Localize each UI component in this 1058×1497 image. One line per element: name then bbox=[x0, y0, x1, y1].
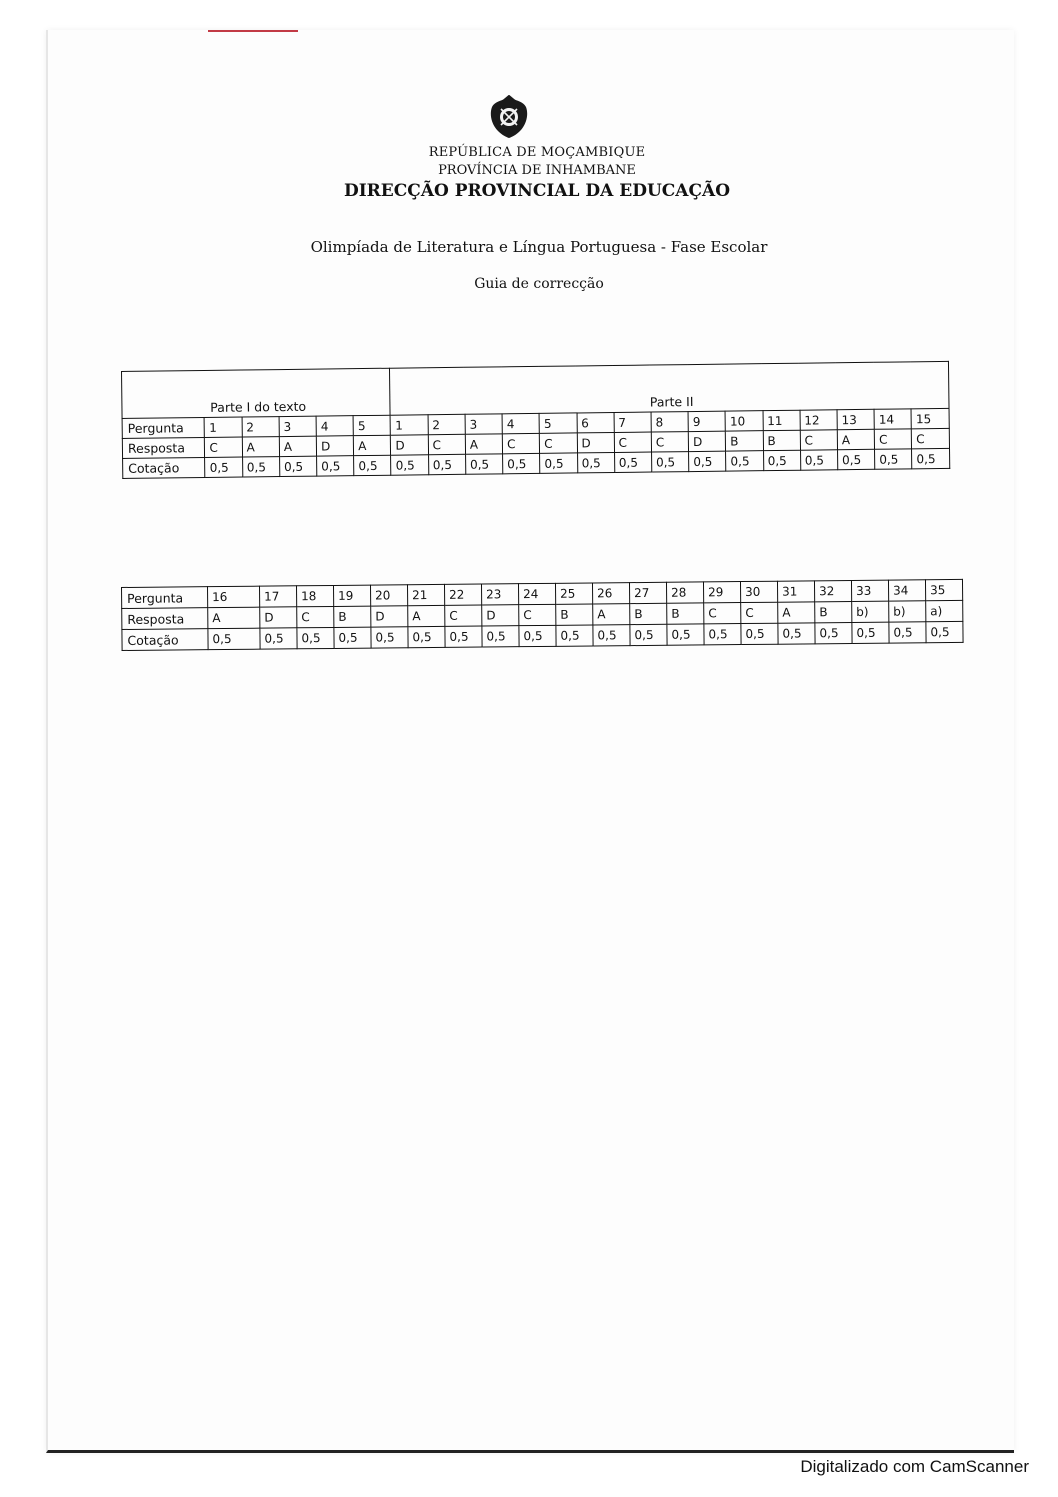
answer-cell: A bbox=[242, 437, 279, 457]
scanner-watermark: Digitalizado com CamScanner bbox=[800, 1457, 1029, 1476]
question-cell: 31 bbox=[777, 581, 814, 602]
answer-cell: D bbox=[371, 606, 408, 627]
question-cell: 8 bbox=[651, 412, 688, 432]
answer-cell: C bbox=[428, 434, 465, 454]
answer-cell: C bbox=[297, 606, 334, 627]
score-cell: 0,5 bbox=[465, 454, 502, 474]
answer-table-part1-part2 bbox=[121, 361, 950, 479]
question-cell: 5 bbox=[539, 413, 576, 433]
document-title: Olimpíada de Literatura e Língua Portuguesa - Fase Escolar bbox=[310, 238, 768, 256]
answer-cell: C bbox=[205, 437, 242, 457]
question-cell: 15 bbox=[911, 408, 949, 428]
answer-cell: a) bbox=[926, 600, 963, 621]
score-cell: 0,5 bbox=[260, 628, 297, 649]
score-cell: 0,5 bbox=[482, 626, 519, 647]
question-cell: 21 bbox=[407, 584, 444, 605]
question-cell: 35 bbox=[925, 579, 962, 600]
question-cell: 9 bbox=[688, 411, 725, 431]
question-cell: 25 bbox=[555, 583, 592, 604]
answer-cell: C bbox=[704, 603, 741, 624]
question-cell: 32 bbox=[814, 580, 851, 601]
question-cell: 7 bbox=[614, 412, 651, 432]
answer-cell: D bbox=[316, 436, 353, 456]
score-cell: 0,5 bbox=[540, 453, 577, 473]
question-cell: 28 bbox=[666, 582, 703, 603]
row-label-answer: Resposta bbox=[122, 608, 208, 630]
question-cell: 6 bbox=[577, 412, 614, 432]
answer-cell: D bbox=[482, 605, 519, 626]
score-cell: 0,5 bbox=[689, 451, 726, 471]
answer-cell: C bbox=[614, 432, 651, 452]
question-cell: 26 bbox=[592, 583, 629, 604]
directorate-name: DIRECÇÃO PROVINCIAL DA EDUCAÇÃO bbox=[343, 181, 731, 201]
score-cell: 0,5 bbox=[926, 621, 963, 642]
score-cell: 0,5 bbox=[852, 622, 889, 643]
answer-cell: C bbox=[540, 433, 577, 453]
score-cell: 0,5 bbox=[704, 624, 741, 645]
score-cell: 0,5 bbox=[837, 449, 874, 469]
score-cell: 0,5 bbox=[741, 623, 778, 644]
answer-cell: C bbox=[502, 433, 539, 453]
score-cell: 0,5 bbox=[445, 626, 482, 647]
answer-cell: A bbox=[837, 429, 874, 449]
question-cell: 10 bbox=[725, 411, 762, 431]
score-cell: 0,5 bbox=[651, 452, 688, 472]
answer-cell: A bbox=[593, 604, 630, 625]
row-label-score: Cotação bbox=[123, 457, 206, 478]
score-cell: 0,5 bbox=[889, 622, 926, 643]
republic-name: REPÚBLICA DE MOÇAMBIQUE bbox=[428, 145, 646, 160]
question-cell: 14 bbox=[874, 409, 911, 429]
score-cell: 0,5 bbox=[667, 624, 704, 645]
answer-cell: C bbox=[651, 432, 688, 452]
score-cell: 0,5 bbox=[334, 627, 371, 648]
question-cell: 33 bbox=[851, 580, 888, 601]
score-cell: 0,5 bbox=[208, 628, 260, 649]
score-cell: 0,5 bbox=[242, 457, 279, 477]
question-cell: 29 bbox=[703, 582, 740, 603]
question-cell: 22 bbox=[444, 584, 481, 605]
score-cell: 0,5 bbox=[408, 626, 445, 647]
score-cell: 0,5 bbox=[428, 454, 465, 474]
score-cell: 0,5 bbox=[800, 450, 837, 470]
answer-cell: B bbox=[630, 603, 667, 624]
score-cell: 0,5 bbox=[503, 453, 540, 473]
answer-cell: A bbox=[279, 436, 316, 456]
question-cell: 30 bbox=[740, 581, 777, 602]
answer-cell: A bbox=[354, 435, 391, 455]
answer-cell: B bbox=[815, 601, 852, 622]
answer-cell: B bbox=[334, 606, 371, 627]
document-subtitle: Guia de correcção bbox=[474, 276, 604, 292]
answer-cell: B bbox=[763, 430, 800, 450]
question-cell: 16 bbox=[208, 586, 260, 607]
answer-cell: A bbox=[778, 602, 815, 623]
answer-cell: C bbox=[874, 429, 911, 449]
question-cell: 19 bbox=[333, 585, 370, 606]
question-cell: 18 bbox=[296, 585, 333, 606]
question-cell: 2 bbox=[428, 414, 465, 434]
score-cell: 0,5 bbox=[593, 625, 630, 646]
answer-cell: A bbox=[208, 607, 260, 628]
row-label-answer: Resposta bbox=[122, 437, 205, 458]
score-cell: 0,5 bbox=[912, 448, 950, 468]
answer-cell: A bbox=[465, 434, 502, 454]
score-cell: 0,5 bbox=[354, 455, 391, 475]
question-cell: 34 bbox=[888, 580, 925, 601]
part2-heading: Parte II bbox=[390, 361, 949, 415]
answer-table-questions-16-35 bbox=[121, 579, 964, 651]
question-cell: 3 bbox=[465, 414, 502, 434]
question-cell: 11 bbox=[763, 410, 800, 430]
score-cell: 0,5 bbox=[763, 450, 800, 470]
score-cell: 0,5 bbox=[577, 452, 614, 472]
answer-cell: D bbox=[260, 607, 297, 628]
question-cell: 1 bbox=[391, 415, 428, 435]
answer-cell: B bbox=[667, 603, 704, 624]
question-cell: 24 bbox=[518, 583, 555, 604]
question-cell: 27 bbox=[629, 582, 666, 603]
answer-cell: C bbox=[912, 428, 950, 448]
score-cell: 0,5 bbox=[726, 451, 763, 471]
score-cell: 0,5 bbox=[630, 624, 667, 645]
score-cell: 0,5 bbox=[778, 623, 815, 644]
score-cell: 0,5 bbox=[875, 449, 912, 469]
answer-cell: B bbox=[726, 431, 763, 451]
score-cell: 0,5 bbox=[317, 456, 354, 476]
question-cell: 23 bbox=[481, 584, 518, 605]
answer-cell: D bbox=[577, 432, 614, 452]
answer-cell: C bbox=[741, 602, 778, 623]
question-cell: 13 bbox=[837, 409, 874, 429]
question-cell: 17 bbox=[259, 586, 296, 607]
row-label-score: Cotação bbox=[122, 629, 208, 651]
score-cell: 0,5 bbox=[391, 455, 428, 475]
answer-cell: C bbox=[519, 604, 556, 625]
score-cell: 0,5 bbox=[519, 625, 556, 646]
answer-cell: D bbox=[391, 435, 428, 455]
answer-cell: C bbox=[800, 430, 837, 450]
answer-cell: B bbox=[556, 604, 593, 625]
score-cell: 0,5 bbox=[205, 457, 242, 477]
province-name: PROVÍNCIA DE INHAMBANE bbox=[438, 163, 636, 178]
score-cell: 0,5 bbox=[815, 622, 852, 643]
score-cell: 0,5 bbox=[297, 627, 334, 648]
answer-cell: C bbox=[445, 605, 482, 626]
answer-cell: b) bbox=[889, 601, 926, 622]
question-cell: 1 bbox=[205, 417, 242, 437]
score-cell: 0,5 bbox=[614, 452, 651, 472]
answer-cell: A bbox=[408, 605, 445, 626]
question-cell: 3 bbox=[279, 416, 316, 436]
row-label-question: Pergunta bbox=[122, 417, 205, 438]
part1-heading: Parte I do texto bbox=[122, 368, 391, 418]
question-cell: 20 bbox=[370, 585, 407, 606]
question-cell: 5 bbox=[353, 415, 390, 435]
question-cell: 2 bbox=[242, 417, 279, 437]
score-cell: 0,5 bbox=[371, 627, 408, 648]
answer-cell: D bbox=[688, 431, 725, 451]
score-cell: 0,5 bbox=[556, 625, 593, 646]
question-cell: 4 bbox=[316, 416, 353, 436]
question-cell: 4 bbox=[502, 413, 539, 433]
page-edge-mark bbox=[208, 30, 298, 32]
score-cell: 0,5 bbox=[279, 456, 316, 476]
answer-cell: b) bbox=[852, 601, 889, 622]
row-label-question: Pergunta bbox=[122, 587, 208, 609]
coat-of-arms-emblem-icon bbox=[488, 95, 530, 139]
question-cell: 12 bbox=[800, 410, 837, 430]
